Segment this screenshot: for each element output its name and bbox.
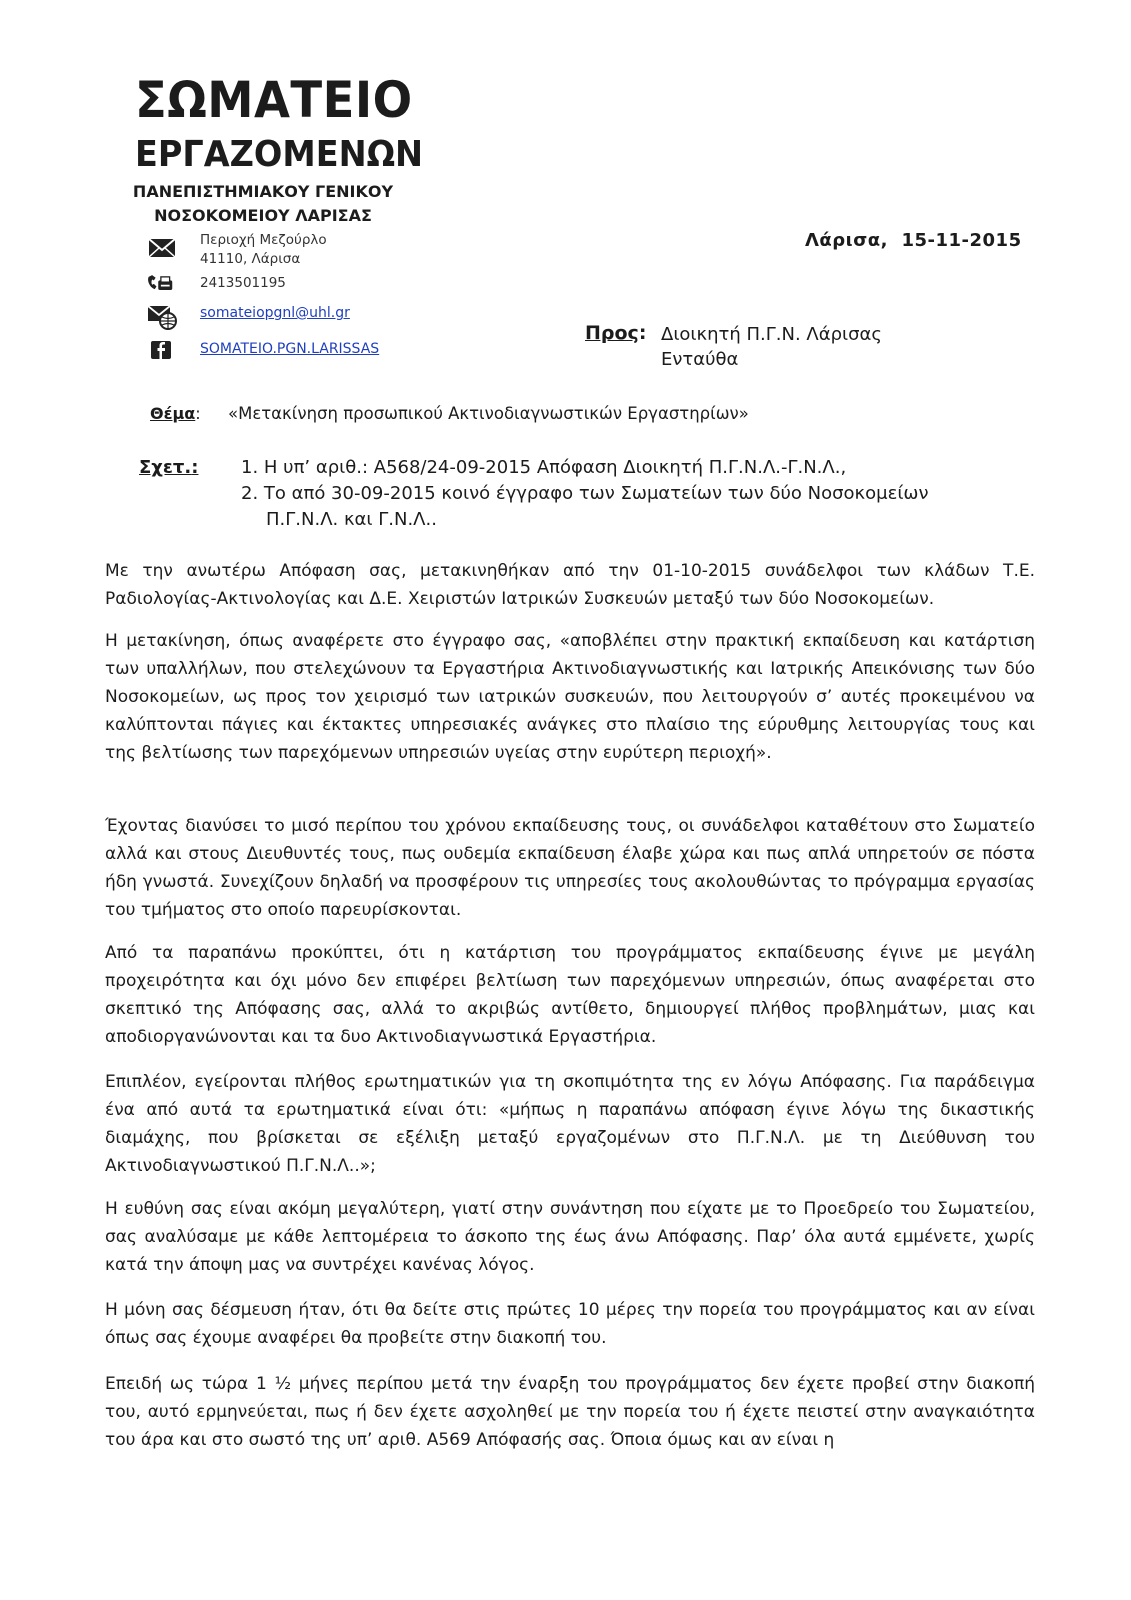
subject-text: «Μετακίνηση προσωπικού Ακτινοδιαγνωστικών Εργαστηρίων» (228, 404, 749, 423)
phone-number: 2413501195 (200, 275, 286, 291)
recipient-line2: Ενταύθα (661, 349, 739, 370)
references-label: Σχετ.: (139, 457, 199, 478)
organization-title-line2: ΕΡΓΑΖΟΜΕΝΩΝ (135, 134, 424, 175)
organization-subtitle-line2: ΝΟΣΟΚΟΜΕΙΟΥ ΛΑΡΙΣΑΣ (154, 206, 372, 225)
reference-item: 1. Η υπ’ αριθ.: Α568/24-09-2015 Απόφαση Διοικητή Π.Γ.Ν.Λ.-Γ.Ν.Λ., (241, 457, 847, 478)
reference-item-continuation: Π.Γ.Ν.Λ. και Γ.Ν.Λ.. (266, 509, 437, 530)
references-list (241, 455, 1041, 533)
facebook-link[interactable]: SOMATEIO.PGN.LARISSAS (200, 341, 380, 357)
email-link[interactable]: somateiopgnl@uhl.gr (200, 305, 350, 321)
body-paragraph: Έχοντας διανύσει το μισό περίπου του χρόνου εκπαίδευσης τους, οι συνάδελφοι καταθέτουν στο Σωματείο αλλά και στους Διευθυντές τους, πως ουδεμία εκπαίδευση έλαβε χώρα και πως απλά υπηρετούν σε πόστα ήδη γνωστά. Συνεχίζουν δηλαδή να προσφέρουν τις υπηρεσίες τους ακολουθώντας το πρόγραμμα εργασίας του τμήματος στο οποίο παρευρίσκονται. (105, 816, 1035, 920)
recipient (661, 322, 882, 372)
recipient-label: Προς: (585, 322, 647, 344)
body-paragraph: Η ευθύνη σας είναι ακόμη μεγαλύτερη, γιατί στην συνάντηση που είχατε με το Προεδρείο του Σωματείου, σας αναλύσαμε με κάθε λεπτομέρεια το άσκοπο της έως άνω Απόφασης. Παρ’ όλα αυτά εμμένετε, χωρίς κατά την άποψη μας να συντρέχει κανένας λόγος. (105, 1199, 1035, 1275)
body-paragraph: Επιπλέον, εγείρονται πλήθος ερωτηματικών για τη σκοπιμότητα της εν λόγω Απόφασης. Για παράδειγμα ένα από αυτά τα ερωτηματικά είναι ότι: «μήπως η παραπάνω απόφαση έγινε λόγω της δικαστικής διαμάχης, που βρίσκεται σε εξέλιξη μεταξύ εργαζομένων στο Π.Γ.Ν.Λ. με τη Διεύθυνση του Ακτινοδιαγνωστικού Π.Γ.Ν.Λ..»; (105, 1072, 1035, 1176)
subject-label: Θέμα: (150, 404, 201, 423)
facebook-icon (150, 340, 172, 360)
address-line2: 41110, Λάρισα (200, 251, 301, 267)
recipient-line1: Διοικητή Π.Γ.Ν. Λάρισας (661, 324, 882, 345)
organization-title: ΣΩΜΑΤΕΙΟ (135, 71, 413, 129)
reference-item: 2. Το από 30-09-2015 κοινό έγγραφο των Σωματείων των δύο Νοσοκομείων (241, 483, 929, 504)
body-paragraph: Με την ανωτέρω Απόφαση σας, μετακινηθήκαν από την 01-10-2015 συνάδελφοι των κλάδων Τ.Ε. Ραδιολογίας-Ακτινολογίας και Δ.Ε. Χειριστών Ιατρικών Συσκευών μεταξύ των δύο Νοσοκομείων. (105, 561, 1035, 609)
body-paragraph: Η μόνη σας δέσμευση ήταν, ότι θα δείτε στις πρώτες 10 μέρες την πορεία του προγράμματος και αν είναι όπως σας έχουμε αναφέρει θα προβείτε στην διακοπή του. (105, 1300, 1035, 1348)
address-line1: Περιοχή Μεζούρλο (200, 232, 327, 248)
mail-icon (148, 237, 176, 259)
body-paragraph: Η μετακίνηση, όπως αναφέρετε στο έγγραφο σας, «αποβλέπει στην πρακτική εκπαίδευση και κατάρτιση των υπαλλήλων, που στελεχώνουν τα Εργαστήρια Ακτινοδιαγνωστικής και Ιατρικής Απεικόνισης των δύο Νοσοκομείων, ως προς τον χειρισμό των ιατρικών συσκευών, που λειτουργούν σ’ αυτές προκειμένου να καλύπτονται πάγιες και έκτακτες υπηρεσιακές ανάγκες στο πλαίσιο της εύρυθμης λειτουργίας τους και της βελτίωσης των παρεχόμενων υπηρεσιών υγείας στην ευρύτερη περιοχή». (105, 631, 1035, 763)
email-globe-icon (146, 304, 178, 330)
phone-fax-icon (146, 272, 174, 294)
body-paragraph: Επειδή ως τώρα 1 ½ μήνες περίπου μετά την έναρξη του προγράμματος δεν έχετε προβεί στην διακοπή του, αυτό ερμηνεύεται, πως ή δεν έχετε ασχοληθεί με την πορεία του ή έχετε πειστεί στην αναγκαιότητα του άρα και στο σωστό της υπ’ αριθ. Α569 Απόφασής σας. Όποια όμως και αν είναι η (105, 1374, 1035, 1450)
organization-subtitle-line1: ΠΑΝΕΠΙΣΤΗΜΙΑΚΟΥ ΓΕΝΙΚΟΥ (132, 182, 394, 201)
body-paragraph: Από τα παραπάνω προκύπτει, ότι η κατάρτιση του προγράμματος εκπαίδευσης έγινε με μεγάλη προχειρότητα και όχι μόνο δεν επιφέρει βελτίωση των παρεχόμενων υπηρεσιών, όπως αναφέρεται στο σκεπτικό της Απόφασης σας, αλλά το ακριβώς αντίθετο, δημιουργεί πλήθος προβλημάτων, μιας και αποδιοργανώνονται και τα δυο Ακτινοδιαγνωστικά Εργαστήρια. (105, 943, 1035, 1047)
letter-date: Λάρισα, 15-11-2015 (805, 230, 1022, 251)
